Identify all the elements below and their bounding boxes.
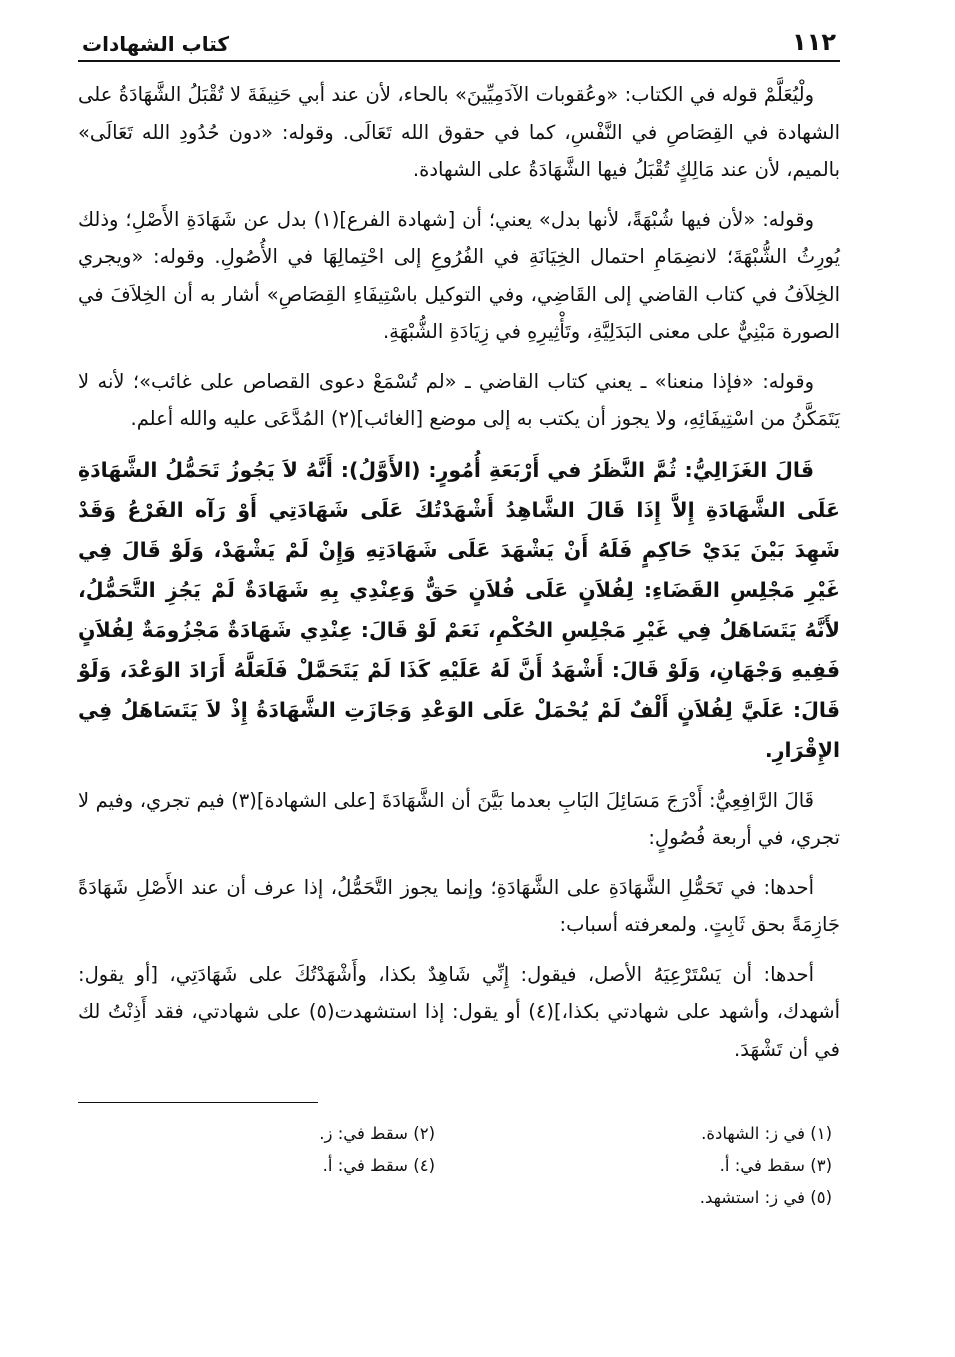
footnote: (٤) سقط في: أ. [322,1156,435,1175]
footnote-divider [78,1102,318,1103]
main-text [78,76,840,1068]
paragraph: أحدها: في تَحَمُّلِ الشَّهَادَةِ على الشَّهَادَةِ؛ وإنما يجوز التَّحَمُّلُ، إذا عرف أن عند الأَصْلِ شَهَادَةً جَازِمَةً بحق ثَابِتٍ. ولمعرفته أسباب: [78,875,840,936]
book-page [78,22,840,1211]
paragraph: وقوله: «فإذا منعنا» ـ يعني كتاب القاضي ـ «لم تُسْمَعْ دعوى القصاص على غائب»؛ لأنه لا يَتَمَكَّنُ من اسْتِيفَائِهِ، ولا يجوز أن يكتب به إلى موضع [الغائب](٢) المُدَّعَى عليه والله أعلم. [78,369,840,430]
paragraph: أحدها: أن يَسْتَرْعِيَهُ الأصل، فيقول: إِنِّي شَاهِدٌ بكذا، وأَشْهَدْتُكَ على شَهَادَتِي، [أو يقول: أشهدك، وأشهد على شهادتي بكذا،](٤) أو يقول: إذا استشهدت(٥) على شهادتي، فقد أَذِنْتُ لك في أن تَشْهَدَ. [78,962,840,1061]
footnotes [78,1121,840,1211]
footnote: (١) في ز: الشهادة. [701,1124,832,1143]
footnote: (٢) سقط في: ز. [319,1124,435,1143]
footnote: (٣) سقط في: أ. [719,1156,832,1175]
ghazali-matn-paragraph: قَالَ الغَزَالِيُّ: ثُمَّ النَّظَرُ في أَرْبَعَةِ أُمُورٍ: (الأَوَّلُ): أَنَّهُ لاَ يَجُوزُ تَحَمُّلُ الشَّهَادَةِ عَلَى الشَّهَادَةِ إِلاَّ إِذَا قَالَ الشَّاهِدُ أَشْهَدْتُكَ عَلَى شَهَادَتِي أَوْ رَآه الفَرْعُ وَقَدْ شَهِدَ بَيْنَ يَدَيْ حَاكِمٍ فَلَهُ أَنْ يَشْهَدَ عَلَى شَهَادَتِهِ وَإِنْ لَمْ يَشْهَدْ، وَلَوْ قَالَ فِي غَيْرِ مَجْلِسِ القَضَاءِ: لِفُلاَنٍ عَلَى فُلاَنٍ حَقٌّ وَعِنْدِي بِهِ شَهَادَةٌ لَمْ يَجُزِ التَّحَمُّلُ، لأَنَّهُ يَتَسَاهَلُ فِي غَيْرِ مَجْلِسِ الحُكْمِ، نَعَمْ لَوْ قَالَ: عِنْدِي شَهَادَةٌ مَجْزُومَةٌ لِفُلاَنٍ فَفِيهِ وَجْهَانِ، وَلَوْ قَالَ: أَشْهَدُ أَنَّ لَهُ عَلَيْهِ كَذَا لَمْ يَتَحَمَّلْ فَلَعَلَّهُ أَرَادَ الوَعْدَ، وَلَوْ قَالَ: عَلَيَّ لِفُلاَنٍ أَلْفٌ لَمْ يُحْمَلْ عَلَى الوَعْدِ وَجَازَتِ الشَّهَادَةُ إِذْ لاَ يَتَسَاهَلُ فِي الإِقْرَارِ. [78,457,840,762]
book-title: كتاب الشهادات [82,32,230,56]
paragraph: وقوله: «لأن فيها شُبْهَةً، لأنها بدل» يعني؛ أن [شهادة الفرع](١) بدل عن شَهَادَةِ الأَصْلِ؛ وذلك يُورِثُ الشُّبْهَةَ؛ لانضِمَامِ احتمال الخِيَانَةِ في الفُرُوعِ إلى احْتِمالِهَا في الأُصُولِ. وقوله: «ويجري الخِلاَفُ في كتاب القاضي إلى القَاضِي، وفي التوكيل باسْتِيفَاءِ القِصَاصِ» أشار به أن الخِلاَفَ في الصورة مَبْنِيٌّ على معنى البَدَلِيَّةِ، وتَأْثِيرِهِ في زِيَادَةِ الشُّبْهَةِ. [78,207,840,343]
paragraph: قَالَ الرَّافِعِيُّ: أَدْرَجَ مَسَائِلَ البَابِ بعدما بَيَّنَ أن الشَّهَادَةَ [على الشهادة](٣) فيم تجري، وفيم لا تجري، في أربعة فُصُولٍ: [78,788,840,849]
page-number: ١١٢ [792,28,836,56]
page-header [78,22,840,62]
footnote: (٥) في ز: استشهد. [699,1188,832,1207]
paragraph: ولْيُعَلَّمْ قوله في الكتاب: «وعُقوبات الآدَمِيِّينَ» بالحاء، لأن عند أبي حَنِيفَةَ لا تُقْبَلُ الشَّهَادَةُ على الشهادة في القِصَاصِ في النَّفْسِ، كما في حقوق الله تَعَالَى. وقوله: «دون حُدُودِ الله تَعَالَى» بالميم، لأن عند مَالِكٍ تُقْبَلُ فيها الشَّهَادَةُ على الشهادة. [78,83,840,181]
